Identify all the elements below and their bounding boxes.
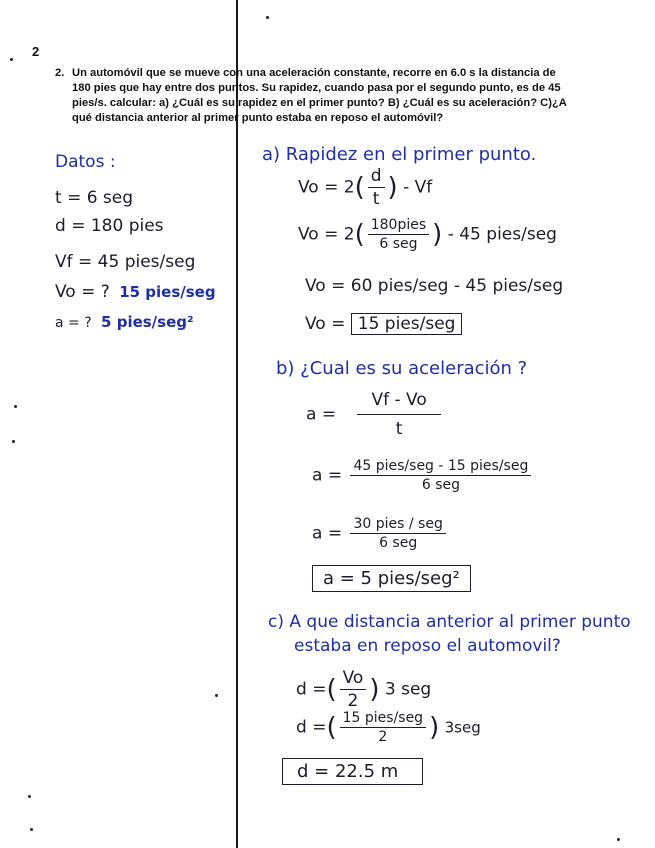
datos-time: t = 6 seg bbox=[55, 188, 134, 208]
eq-right: 3seg bbox=[444, 718, 481, 737]
scan-dot bbox=[28, 795, 31, 798]
fraction-numerator: 180pies bbox=[368, 217, 429, 235]
fraction-numerator: d bbox=[368, 166, 385, 188]
eq-left: Vo = 2 bbox=[298, 177, 355, 198]
part-a-answer bbox=[305, 314, 462, 334]
scan-dot bbox=[10, 58, 13, 61]
fraction bbox=[357, 390, 440, 439]
problem-line: pies/s. calcular: a) ¿Cuál es su rapidez en el primer punto? B) ¿Cuál es su aceleración? C)¿A bbox=[72, 97, 567, 109]
datos-final-velocity: Vf = 45 pies/seg bbox=[55, 252, 196, 272]
datos-title: Datos : bbox=[55, 152, 116, 172]
part-c-heading-line1: c) A que distancia anterior al primer punto bbox=[268, 612, 631, 632]
problem-line: qué distancia anterior al primer punto estaba en reposo el automóvil? bbox=[72, 112, 444, 124]
eq-left: a = bbox=[312, 523, 343, 544]
datos-distance: d = 180 pies bbox=[55, 216, 164, 236]
problem-line: Un automóvil que se mueve con una aceleración constante, recorre en 6.0 s la distancia de bbox=[72, 67, 556, 79]
part-b-formula bbox=[306, 390, 444, 439]
fraction-numerator: Vo bbox=[340, 668, 367, 690]
scan-dot bbox=[30, 828, 33, 831]
fraction bbox=[368, 166, 385, 209]
scan-dot bbox=[617, 838, 620, 841]
part-a-heading: a) Rapidez en el primer punto. bbox=[262, 144, 537, 165]
eq-left: a = bbox=[306, 404, 337, 425]
scan-dot bbox=[215, 694, 218, 697]
part-c-heading-line2: estaba en reposo el automovil? bbox=[294, 636, 561, 656]
datos-vo-answer: 15 pies/seg bbox=[119, 283, 216, 301]
scan-dot bbox=[14, 405, 17, 408]
part-a-formula: Vo = 2( $\frac{d}{t}$ ) - Vf bbox=[298, 166, 433, 209]
eq-right: - 45 pies/seg bbox=[447, 224, 557, 245]
eq-right: - Vf bbox=[403, 177, 433, 198]
fraction-denominator: 2 bbox=[378, 729, 388, 745]
eq-left: d = bbox=[296, 679, 327, 700]
scan-dot bbox=[266, 16, 269, 19]
part-a-simplified: Vo = 60 pies/seg - 45 pies/seg bbox=[305, 276, 564, 296]
datos-a-answer: 5 pies/seg² bbox=[101, 313, 194, 331]
fraction-denominator: 6 seg bbox=[379, 236, 418, 252]
problem-number: 2. bbox=[55, 67, 65, 79]
eq-left: Vo = bbox=[305, 314, 346, 334]
fraction-denominator: t bbox=[395, 419, 403, 439]
fraction bbox=[350, 516, 445, 551]
datos-a-label: a = ? bbox=[55, 315, 92, 331]
part-c-substitution: d =( $\frac{\text{15 pies/seg}}{2}$ ) 3seg bbox=[296, 710, 481, 745]
part-a-substitution: Vo = 2( $\frac{\text{180pies}}{\text{6 seg}}$ ) - 45 pies/seg bbox=[298, 217, 557, 252]
fraction bbox=[350, 458, 531, 493]
eq-right: 3 seg bbox=[384, 679, 432, 700]
page-fold-line bbox=[236, 0, 238, 848]
part-b-simplified bbox=[312, 516, 449, 551]
fraction-numerator: 15 pies/seg bbox=[340, 710, 426, 728]
eq-left: a = bbox=[312, 465, 343, 486]
problem-line: 180 pies que hay entre dos puntos. Su rapidez, cuando pasa por el segundo punto, es de 45 bbox=[72, 82, 561, 94]
part-b-heading: b) ¿Cual es su aceleración ? bbox=[276, 358, 528, 379]
page-number: 2 bbox=[32, 44, 40, 59]
fraction-numerator: 45 pies/seg - 15 pies/seg bbox=[350, 458, 531, 476]
answer-box: 15 pies/seg bbox=[351, 313, 463, 335]
fraction bbox=[368, 217, 429, 252]
part-b-answer: a = 5 pies/seg² bbox=[312, 565, 471, 592]
fraction-denominator: 2 bbox=[347, 691, 359, 711]
part-c-formula: d =( $\frac{Vo}{2}$ ) 3 seg bbox=[296, 668, 432, 711]
fraction-numerator: 30 pies / seg bbox=[350, 516, 445, 534]
datos-acceleration bbox=[55, 312, 194, 332]
datos-vo-label: Vo = ? bbox=[55, 282, 110, 302]
part-c-answer: d = 22.5 m bbox=[282, 758, 423, 785]
eq-left: d = bbox=[296, 717, 327, 738]
fraction-numerator: Vf - Vo bbox=[357, 390, 440, 415]
datos-initial-velocity bbox=[55, 282, 216, 302]
fraction bbox=[340, 710, 426, 745]
eq-left: Vo = 2 bbox=[298, 224, 355, 245]
fraction-denominator: 6 seg bbox=[379, 535, 418, 551]
fraction-denominator: 6 seg bbox=[421, 477, 460, 493]
fraction-denominator: t bbox=[372, 189, 380, 209]
fraction bbox=[340, 668, 367, 711]
part-b-substitution bbox=[312, 458, 534, 493]
scan-dot bbox=[12, 440, 15, 443]
